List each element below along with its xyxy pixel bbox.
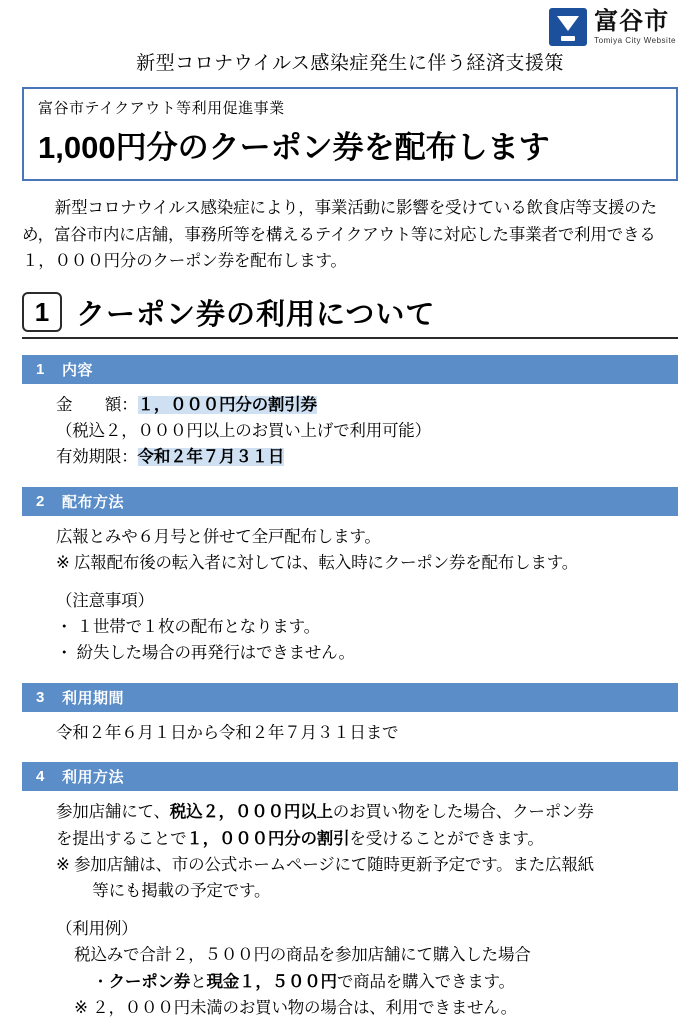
- banner-subtitle: 富谷市テイクアウト等利用促進事業: [38, 100, 285, 117]
- subsection-bar-1: [22, 355, 678, 384]
- bullet-and: と: [190, 972, 207, 991]
- bullet-mark: ・: [92, 972, 109, 991]
- logo-city-name-en: Tomiya City Website: [594, 35, 676, 45]
- subsection-body-1: [22, 392, 678, 471]
- usage-note-2: 等にも掲載の予定です。: [92, 882, 271, 901]
- bullet-coupon: クーポン券: [108, 972, 191, 991]
- subsection-number-2: 2: [36, 492, 45, 510]
- distribution-line-2: ※ 広報配布後の転入者に対しては、転入時にクーポン券を配布します。: [56, 554, 578, 573]
- amount-line: [56, 392, 678, 418]
- subsection-title-4: 利用方法: [62, 769, 125, 787]
- usage-threshold: 税込２，０００円以上: [169, 803, 333, 822]
- usage-text-d: を提出することで: [56, 829, 187, 848]
- example-bullet: [56, 969, 678, 995]
- usage-period-line: 令和２年６月１日から令和２年７月３１日まで: [56, 723, 399, 742]
- bullet-cash: 現金１，５００円: [206, 972, 337, 991]
- example-title: （利用例）: [56, 919, 138, 938]
- subsection-title-1: 内容: [62, 361, 94, 379]
- usage-discount: １，０００円分の割引: [186, 829, 350, 848]
- subsection-title-2: 配布方法: [62, 493, 125, 511]
- usage-text-c: のお買い物をした場合、クーポン券: [332, 803, 594, 822]
- subsection-bar-3: [22, 683, 678, 712]
- intro-paragraph: 新型コロナウイルス感染症により，事業活動に影響を受けている飲食店等支援のため，富谷市内に店舗，事務所等を構えるテイクアウト等に対応した事業者で利用できる１，０００円分のクーポン券を配布します。: [22, 199, 657, 271]
- example-line: 税込みで合計２，５００円の商品を参加店舗にて購入した場合: [74, 946, 531, 965]
- subsection-number-1: 1: [36, 360, 45, 378]
- amount-condition: （税込２，０００円以上のお買い上げで利用可能）: [56, 422, 431, 441]
- logo-text: [594, 7, 676, 45]
- spacer: [56, 905, 678, 916]
- section-divider: [22, 337, 678, 339]
- banner-headline: 1,000円分のクーポン券を配布します: [38, 130, 550, 165]
- notes-title: （注意事項）: [56, 591, 154, 610]
- usage-line-1: [56, 799, 678, 825]
- usage-text-a: 参加店舗にて、: [56, 803, 170, 822]
- example-note: ※ ２，０００円未満のお買い物の場合は、利用できません。: [74, 998, 517, 1017]
- subsection-body-4: [22, 799, 678, 1021]
- usage-text-e: を受けることができます。: [349, 829, 544, 848]
- amount-label: 金 額：: [56, 395, 138, 414]
- subsection-body-2: [22, 524, 678, 667]
- usage-note-1: ※ 参加店舗は、市の公式ホームページにて随時更新予定です。また広報紙: [56, 855, 594, 874]
- section-number: 1: [22, 292, 62, 332]
- subsection-bar-4: [22, 762, 678, 791]
- subsection-number-3: 3: [36, 688, 45, 706]
- distribution-line-1: 広報とみや６月号と併せて全戸配布します。: [56, 527, 381, 546]
- subsection-number-4: 4: [36, 768, 45, 786]
- section-title: クーポン券の利用について: [76, 298, 436, 331]
- usage-line-2: [56, 826, 678, 852]
- mountain-logo-icon: [549, 8, 587, 46]
- subsection-bar-2: [22, 487, 678, 516]
- expiry-value: 令和２年７月３１日: [137, 448, 285, 467]
- logo-city-name-jp: 富谷市: [594, 7, 670, 35]
- subsection-title-3: 利用期間: [62, 689, 125, 707]
- expiry-label: 有効期限：: [56, 448, 138, 467]
- page-title: 新型コロナウイルス感染症発生に伴う経済支援策: [136, 53, 564, 74]
- city-logo: [549, 8, 676, 46]
- amount-value: １，０００円分の割引券: [137, 395, 317, 414]
- spacer: [56, 577, 678, 588]
- note-item: ・ 紛失した場合の再発行はできません。: [56, 644, 355, 663]
- subsection-body-3: [22, 720, 678, 746]
- expiry-line: [56, 444, 678, 470]
- note-item: ・ １世帯で１枚の配布となります。: [56, 618, 320, 636]
- section-heading: [22, 292, 678, 333]
- bullet-tail: で商品を購入できます。: [336, 972, 515, 991]
- main-banner: [22, 87, 678, 181]
